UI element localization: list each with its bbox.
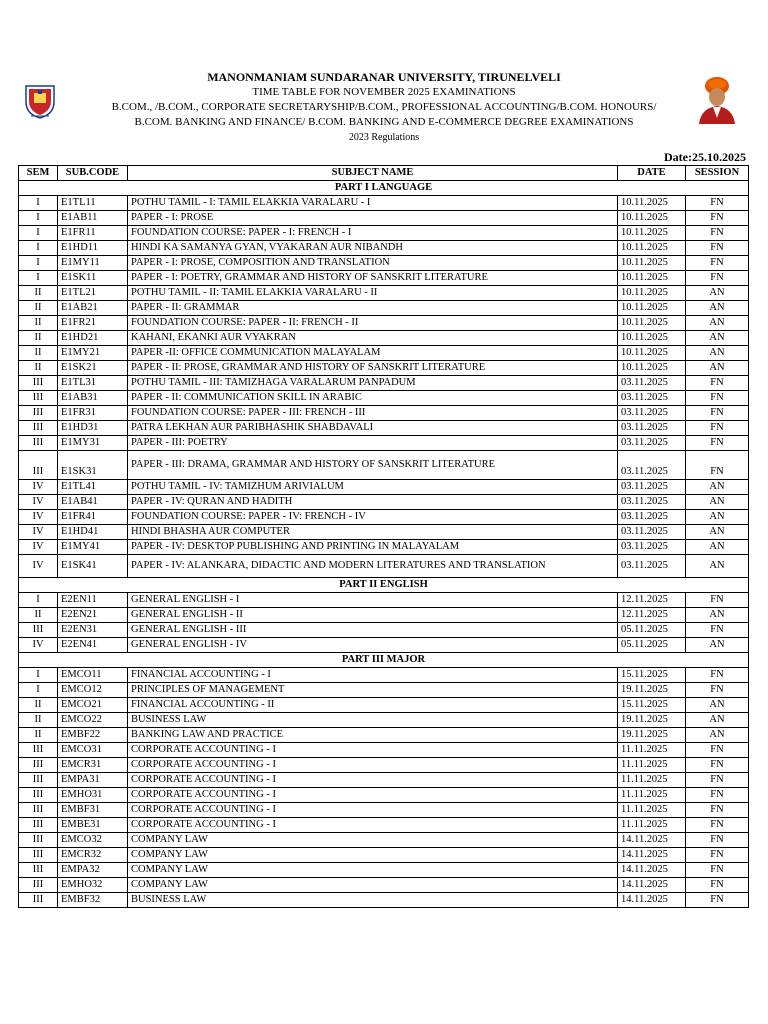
sub-code-cell: EMCO21 bbox=[58, 698, 128, 713]
subject-name-cell: FINANCIAL ACCOUNTING - II bbox=[128, 698, 618, 713]
col-date: DATE bbox=[618, 166, 686, 181]
sem-cell: II bbox=[19, 728, 58, 743]
degree-line-2: B.COM. BANKING AND FINANCE/ B.COM. BANKING AND E-COMMERCE DEGREE EXAMINATIONS bbox=[134, 116, 634, 128]
table-row bbox=[19, 758, 749, 773]
session-cell: FN bbox=[686, 241, 749, 256]
sub-code-cell: E1SK41 bbox=[58, 555, 128, 578]
table-row bbox=[19, 893, 749, 908]
sub-code-cell: E2EN11 bbox=[58, 593, 128, 608]
date-cell: 10.11.2025 bbox=[618, 211, 686, 226]
table-row bbox=[19, 623, 749, 638]
date-cell: 11.11.2025 bbox=[618, 818, 686, 833]
sub-code-cell: E1FR21 bbox=[58, 316, 128, 331]
date-cell: 10.11.2025 bbox=[618, 361, 686, 376]
date-cell: 10.11.2025 bbox=[618, 226, 686, 241]
session-cell: AN bbox=[686, 346, 749, 361]
date-cell: 03.11.2025 bbox=[618, 421, 686, 436]
table-row bbox=[19, 495, 749, 510]
sem-cell: II bbox=[19, 698, 58, 713]
session-cell: FN bbox=[686, 436, 749, 451]
session-cell: FN bbox=[686, 593, 749, 608]
subject-name-cell: PAPER - III: POETRY bbox=[128, 436, 618, 451]
table-row bbox=[19, 301, 749, 316]
date-cell: 10.11.2025 bbox=[618, 301, 686, 316]
date-cell: 03.11.2025 bbox=[618, 436, 686, 451]
session-cell: FN bbox=[686, 391, 749, 406]
subject-name-cell: PAPER - I: POETRY, GRAMMAR AND HISTORY OF SANSKRIT LITERATURE bbox=[128, 271, 618, 286]
date-cell: 19.11.2025 bbox=[618, 683, 686, 698]
session-cell: AN bbox=[686, 510, 749, 525]
sub-code-cell: E1TL31 bbox=[58, 376, 128, 391]
sem-cell: I bbox=[19, 256, 58, 271]
sub-code-cell: E1HD31 bbox=[58, 421, 128, 436]
subject-name-cell: COMPANY LAW bbox=[128, 878, 618, 893]
date-cell: 19.11.2025 bbox=[618, 728, 686, 743]
session-cell: FN bbox=[686, 211, 749, 226]
subject-name-cell: PAPER - II: PROSE, GRAMMAR AND HISTORY OF SANSKRIT LITERATURE bbox=[128, 361, 618, 376]
sub-code-cell: EMPA31 bbox=[58, 773, 128, 788]
subject-name-cell: CORPORATE ACCOUNTING - I bbox=[128, 758, 618, 773]
sub-code-cell: E1SK31 bbox=[58, 451, 128, 480]
sem-cell: III bbox=[19, 863, 58, 878]
session-cell: FN bbox=[686, 271, 749, 286]
sem-cell: III bbox=[19, 758, 58, 773]
session-cell: AN bbox=[686, 331, 749, 346]
date-cell: 14.11.2025 bbox=[618, 893, 686, 908]
date-cell: 03.11.2025 bbox=[618, 555, 686, 578]
sem-cell: II bbox=[19, 346, 58, 361]
subject-name-cell: CORPORATE ACCOUNTING - I bbox=[128, 803, 618, 818]
session-cell: FN bbox=[686, 196, 749, 211]
session-cell: AN bbox=[686, 361, 749, 376]
session-cell: FN bbox=[686, 451, 749, 480]
date-cell: 12.11.2025 bbox=[618, 593, 686, 608]
table-row bbox=[19, 451, 749, 480]
table-row bbox=[19, 638, 749, 653]
table-row bbox=[19, 668, 749, 683]
session-cell: AN bbox=[686, 525, 749, 540]
session-cell: AN bbox=[686, 495, 749, 510]
subject-name-cell: BANKING LAW AND PRACTICE bbox=[128, 728, 618, 743]
document-header bbox=[0, 70, 768, 145]
session-cell: FN bbox=[686, 803, 749, 818]
date-cell: 15.11.2025 bbox=[618, 668, 686, 683]
sem-cell: II bbox=[19, 361, 58, 376]
session-cell: FN bbox=[686, 226, 749, 241]
table-row bbox=[19, 241, 749, 256]
sub-code-cell: E1AB21 bbox=[58, 301, 128, 316]
table-row bbox=[19, 540, 749, 555]
subject-name-cell: POTHU TAMIL - I: TAMIL ELAKKIA VARALARU - I bbox=[128, 196, 618, 211]
sub-code-cell: EMBF22 bbox=[58, 728, 128, 743]
sem-cell: II bbox=[19, 301, 58, 316]
date-cell: 03.11.2025 bbox=[618, 391, 686, 406]
subject-name-cell: PAPER -II: OFFICE COMMUNICATION MALAYALAM bbox=[128, 346, 618, 361]
date-cell: 14.11.2025 bbox=[618, 863, 686, 878]
sem-cell: III bbox=[19, 406, 58, 421]
sem-cell: IV bbox=[19, 525, 58, 540]
table-row bbox=[19, 286, 749, 301]
session-cell: AN bbox=[686, 728, 749, 743]
session-cell: FN bbox=[686, 668, 749, 683]
sub-code-cell: EMCO31 bbox=[58, 743, 128, 758]
table-row bbox=[19, 818, 749, 833]
subject-name-cell: PRINCIPLES OF MANAGEMENT bbox=[128, 683, 618, 698]
sub-code-cell: EMCR32 bbox=[58, 848, 128, 863]
sem-cell: III bbox=[19, 818, 58, 833]
table-row bbox=[19, 863, 749, 878]
university-name: MANONMANIAM SUNDARANAR UNIVERSITY, TIRUNELVELI bbox=[207, 70, 561, 84]
date-cell: 03.11.2025 bbox=[618, 525, 686, 540]
section-header-row bbox=[19, 578, 749, 593]
sem-cell: I bbox=[19, 241, 58, 256]
subject-name-cell: PATRA LEKHAN AUR PARIBHASHIK SHABDAVALI bbox=[128, 421, 618, 436]
sem-cell: III bbox=[19, 376, 58, 391]
sem-cell: III bbox=[19, 743, 58, 758]
subject-name-cell: CORPORATE ACCOUNTING - I bbox=[128, 788, 618, 803]
table-row bbox=[19, 316, 749, 331]
sem-cell: I bbox=[19, 593, 58, 608]
date-cell: 14.11.2025 bbox=[618, 833, 686, 848]
sub-code-cell: E1HD11 bbox=[58, 241, 128, 256]
date-cell: 14.11.2025 bbox=[618, 878, 686, 893]
subject-name-cell: KAHANI, EKANKI AUR VYAKRAN bbox=[128, 331, 618, 346]
date-cell: 03.11.2025 bbox=[618, 376, 686, 391]
session-cell: AN bbox=[686, 540, 749, 555]
date-cell: 03.11.2025 bbox=[618, 406, 686, 421]
session-cell: AN bbox=[686, 638, 749, 653]
table-row bbox=[19, 226, 749, 241]
table-row bbox=[19, 743, 749, 758]
section-header-row bbox=[19, 181, 749, 196]
sub-code-cell: EMCO11 bbox=[58, 668, 128, 683]
subject-name-cell: FOUNDATION COURSE: PAPER - IV: FRENCH - IV bbox=[128, 510, 618, 525]
sub-code-cell: EMCO12 bbox=[58, 683, 128, 698]
subject-name-cell: PAPER - I: PROSE, COMPOSITION AND TRANSLATION bbox=[128, 256, 618, 271]
subject-name-cell: POTHU TAMIL - IV: TAMIZHUM ARIVIALUM bbox=[128, 480, 618, 495]
table-row bbox=[19, 683, 749, 698]
section-header-row bbox=[19, 653, 749, 668]
session-cell: FN bbox=[686, 878, 749, 893]
sem-cell: II bbox=[19, 331, 58, 346]
sub-code-cell: E2EN21 bbox=[58, 608, 128, 623]
sem-cell: II bbox=[19, 316, 58, 331]
sub-code-cell: E1MY31 bbox=[58, 436, 128, 451]
sub-code-cell: E1AB41 bbox=[58, 495, 128, 510]
session-cell: FN bbox=[686, 818, 749, 833]
col-subject-name: SUBJECT NAME bbox=[128, 166, 618, 181]
session-cell: FN bbox=[686, 256, 749, 271]
date-cell: 10.11.2025 bbox=[618, 331, 686, 346]
subject-name-cell: CORPORATE ACCOUNTING - I bbox=[128, 818, 618, 833]
sub-code-cell: E1HD21 bbox=[58, 331, 128, 346]
sem-cell: IV bbox=[19, 510, 58, 525]
col-sub-code: SUB.CODE bbox=[58, 166, 128, 181]
date-cell: 10.11.2025 bbox=[618, 346, 686, 361]
sub-code-cell: E1TL21 bbox=[58, 286, 128, 301]
sub-code-cell: E1FR41 bbox=[58, 510, 128, 525]
table-row bbox=[19, 788, 749, 803]
table-row bbox=[19, 555, 749, 578]
sub-code-cell: E1FR11 bbox=[58, 226, 128, 241]
session-cell: FN bbox=[686, 833, 749, 848]
date-cell: 03.11.2025 bbox=[618, 510, 686, 525]
date-cell: 11.11.2025 bbox=[618, 743, 686, 758]
subject-name-cell: GENERAL ENGLISH - II bbox=[128, 608, 618, 623]
section-title: PART III MAJOR bbox=[19, 653, 749, 668]
date-cell: 03.11.2025 bbox=[618, 480, 686, 495]
table-row bbox=[19, 196, 749, 211]
date-cell: 10.11.2025 bbox=[618, 196, 686, 211]
regulations: 2023 Regulations bbox=[348, 132, 420, 143]
degree-line-1: B.COM., /B.COM., CORPORATE SECRETARYSHIP/B.COM., PROFESSIONAL ACCOUNTING/B.COM. HONOURS/ bbox=[111, 101, 657, 113]
table-row bbox=[19, 421, 749, 436]
session-cell: FN bbox=[686, 743, 749, 758]
date-cell: 11.11.2025 bbox=[618, 803, 686, 818]
sub-code-cell: EMHO32 bbox=[58, 878, 128, 893]
subject-name-cell: FOUNDATION COURSE: PAPER - I: FRENCH - I bbox=[128, 226, 618, 241]
sub-code-cell: EMCR31 bbox=[58, 758, 128, 773]
table-row bbox=[19, 346, 749, 361]
date-cell: 11.11.2025 bbox=[618, 758, 686, 773]
date-cell: 05.11.2025 bbox=[618, 638, 686, 653]
date-cell: 03.11.2025 bbox=[618, 540, 686, 555]
sub-code-cell: EMBF32 bbox=[58, 893, 128, 908]
sem-cell: III bbox=[19, 848, 58, 863]
issue-date: Date:25.10.2025 bbox=[664, 150, 746, 164]
date-cell: 11.11.2025 bbox=[618, 773, 686, 788]
sub-code-cell: E1FR31 bbox=[58, 406, 128, 421]
table-row bbox=[19, 211, 749, 226]
table-header-row bbox=[19, 166, 749, 181]
sem-cell: I bbox=[19, 683, 58, 698]
sem-cell: IV bbox=[19, 638, 58, 653]
sub-code-cell: E1AB11 bbox=[58, 211, 128, 226]
subject-name-cell: FOUNDATION COURSE: PAPER - II: FRENCH - II bbox=[128, 316, 618, 331]
col-session: SESSION bbox=[686, 166, 749, 181]
subject-name-cell: CORPORATE ACCOUNTING - I bbox=[128, 773, 618, 788]
sub-code-cell: E1MY11 bbox=[58, 256, 128, 271]
subject-name-cell: POTHU TAMIL - III: TAMIZHAGA VARALARUM PANPADUM bbox=[128, 376, 618, 391]
session-cell: FN bbox=[686, 623, 749, 638]
subject-name-cell: GENERAL ENGLISH - III bbox=[128, 623, 618, 638]
subject-name-cell: FINANCIAL ACCOUNTING - I bbox=[128, 668, 618, 683]
sub-code-cell: E1AB31 bbox=[58, 391, 128, 406]
table-row bbox=[19, 848, 749, 863]
date-cell: 10.11.2025 bbox=[618, 256, 686, 271]
session-cell: FN bbox=[686, 406, 749, 421]
timetable bbox=[18, 165, 749, 908]
subject-name-cell: GENERAL ENGLISH - IV bbox=[128, 638, 618, 653]
session-cell: AN bbox=[686, 555, 749, 578]
session-cell: AN bbox=[686, 286, 749, 301]
session-cell: FN bbox=[686, 758, 749, 773]
subject-name-cell: PAPER - I: PROSE bbox=[128, 211, 618, 226]
sem-cell: II bbox=[19, 286, 58, 301]
sub-code-cell: EMBF31 bbox=[58, 803, 128, 818]
subject-name-cell: BUSINESS LAW bbox=[128, 893, 618, 908]
sub-code-cell: E1SK11 bbox=[58, 271, 128, 286]
table-row bbox=[19, 391, 749, 406]
sem-cell: IV bbox=[19, 480, 58, 495]
session-cell: FN bbox=[686, 683, 749, 698]
subject-name-cell: BUSINESS LAW bbox=[128, 713, 618, 728]
date-cell: 10.11.2025 bbox=[618, 241, 686, 256]
sem-cell: III bbox=[19, 623, 58, 638]
table-row bbox=[19, 803, 749, 818]
subject-name-cell: COMPANY LAW bbox=[128, 833, 618, 848]
session-cell: AN bbox=[686, 713, 749, 728]
session-cell: FN bbox=[686, 893, 749, 908]
table-row bbox=[19, 713, 749, 728]
sem-cell: III bbox=[19, 833, 58, 848]
sem-cell: I bbox=[19, 668, 58, 683]
table-row bbox=[19, 525, 749, 540]
timetable-title: TIME TABLE FOR NOVEMBER 2025 EXAMINATIONS bbox=[252, 86, 516, 98]
session-cell: FN bbox=[686, 376, 749, 391]
sub-code-cell: EMCO32 bbox=[58, 833, 128, 848]
date-cell: 10.11.2025 bbox=[618, 316, 686, 331]
sub-code-cell: EMBE31 bbox=[58, 818, 128, 833]
table-row bbox=[19, 406, 749, 421]
sem-cell: IV bbox=[19, 540, 58, 555]
sub-code-cell: EMPA32 bbox=[58, 863, 128, 878]
sem-cell: III bbox=[19, 773, 58, 788]
sub-code-cell: E2EN41 bbox=[58, 638, 128, 653]
subject-name-cell: HINDI KA SAMANYA GYAN, VYAKARAN AUR NIBANDH bbox=[128, 241, 618, 256]
session-cell: FN bbox=[686, 788, 749, 803]
date-cell: 10.11.2025 bbox=[618, 286, 686, 301]
sem-cell: III bbox=[19, 421, 58, 436]
session-cell: FN bbox=[686, 848, 749, 863]
session-cell: FN bbox=[686, 773, 749, 788]
session-cell: AN bbox=[686, 698, 749, 713]
section-title: PART II ENGLISH bbox=[19, 578, 749, 593]
sem-cell: I bbox=[19, 196, 58, 211]
subject-name-cell: PAPER - II: GRAMMAR bbox=[128, 301, 618, 316]
sem-cell: III bbox=[19, 788, 58, 803]
sub-code-cell: E1MY41 bbox=[58, 540, 128, 555]
table-row bbox=[19, 376, 749, 391]
table-row bbox=[19, 773, 749, 788]
session-cell: AN bbox=[686, 608, 749, 623]
table-row bbox=[19, 510, 749, 525]
date-cell: 19.11.2025 bbox=[618, 713, 686, 728]
table-row bbox=[19, 593, 749, 608]
sub-code-cell: E1HD41 bbox=[58, 525, 128, 540]
session-cell: AN bbox=[686, 316, 749, 331]
sem-cell: II bbox=[19, 713, 58, 728]
date-cell: 12.11.2025 bbox=[618, 608, 686, 623]
subject-name-cell: COMPANY LAW bbox=[128, 848, 618, 863]
session-cell: AN bbox=[686, 480, 749, 495]
date-cell: 11.11.2025 bbox=[618, 788, 686, 803]
sem-cell: II bbox=[19, 608, 58, 623]
date-cell: 15.11.2025 bbox=[618, 698, 686, 713]
subject-name-cell: COMPANY LAW bbox=[128, 863, 618, 878]
date-cell: 14.11.2025 bbox=[618, 848, 686, 863]
sub-code-cell: EMHO31 bbox=[58, 788, 128, 803]
table-row bbox=[19, 878, 749, 893]
subject-name-cell: CORPORATE ACCOUNTING - I bbox=[128, 743, 618, 758]
date-cell: 03.11.2025 bbox=[618, 451, 686, 480]
session-cell: AN bbox=[686, 301, 749, 316]
table-row bbox=[19, 728, 749, 743]
subject-name-cell: POTHU TAMIL - II: TAMIL ELAKKIA VARALARU - II bbox=[128, 286, 618, 301]
sub-code-cell: E2EN31 bbox=[58, 623, 128, 638]
table-row bbox=[19, 361, 749, 376]
sub-code-cell: E1TL11 bbox=[58, 196, 128, 211]
sem-cell: III bbox=[19, 803, 58, 818]
subject-name-cell: HINDI BHASHA AUR COMPUTER bbox=[128, 525, 618, 540]
sub-code-cell: E1TL41 bbox=[58, 480, 128, 495]
sem-cell: I bbox=[19, 226, 58, 241]
date-cell: 10.11.2025 bbox=[618, 271, 686, 286]
sem-cell: I bbox=[19, 211, 58, 226]
table-row bbox=[19, 833, 749, 848]
col-sem: SEM bbox=[19, 166, 58, 181]
table-row bbox=[19, 271, 749, 286]
table-row bbox=[19, 608, 749, 623]
sub-code-cell: E1SK21 bbox=[58, 361, 128, 376]
sub-code-cell: E1MY21 bbox=[58, 346, 128, 361]
sem-cell: IV bbox=[19, 495, 58, 510]
sub-code-cell: EMCO22 bbox=[58, 713, 128, 728]
date-cell: 05.11.2025 bbox=[618, 623, 686, 638]
table-row bbox=[19, 256, 749, 271]
table-row bbox=[19, 698, 749, 713]
subject-name-cell: PAPER - III: DRAMA, GRAMMAR AND HISTORY OF SANSKRIT LITERATURE bbox=[128, 451, 618, 480]
sem-cell: III bbox=[19, 878, 58, 893]
subject-name-cell: PAPER - IV: ALANKARA, DIDACTIC AND MODERN LITERATURES AND TRANSLATION bbox=[128, 555, 618, 578]
sem-cell: IV bbox=[19, 555, 58, 578]
sem-cell: III bbox=[19, 893, 58, 908]
sem-cell: III bbox=[19, 451, 58, 480]
subject-name-cell: FOUNDATION COURSE: PAPER - III: FRENCH - III bbox=[128, 406, 618, 421]
subject-name-cell: PAPER - II: COMMUNICATION SKILL IN ARABIC bbox=[128, 391, 618, 406]
subject-name-cell: PAPER - IV: QURAN AND HADITH bbox=[128, 495, 618, 510]
session-cell: FN bbox=[686, 863, 749, 878]
section-title: PART I LANGUAGE bbox=[19, 181, 749, 196]
table-row bbox=[19, 331, 749, 346]
sem-cell: I bbox=[19, 271, 58, 286]
subject-name-cell: PAPER - IV: DESKTOP PUBLISHING AND PRINTING IN MALAYALAM bbox=[128, 540, 618, 555]
subject-name-cell: GENERAL ENGLISH - I bbox=[128, 593, 618, 608]
table-row bbox=[19, 436, 749, 451]
sem-cell: III bbox=[19, 391, 58, 406]
date-cell: 03.11.2025 bbox=[618, 495, 686, 510]
sem-cell: III bbox=[19, 436, 58, 451]
table-row bbox=[19, 480, 749, 495]
session-cell: FN bbox=[686, 421, 749, 436]
